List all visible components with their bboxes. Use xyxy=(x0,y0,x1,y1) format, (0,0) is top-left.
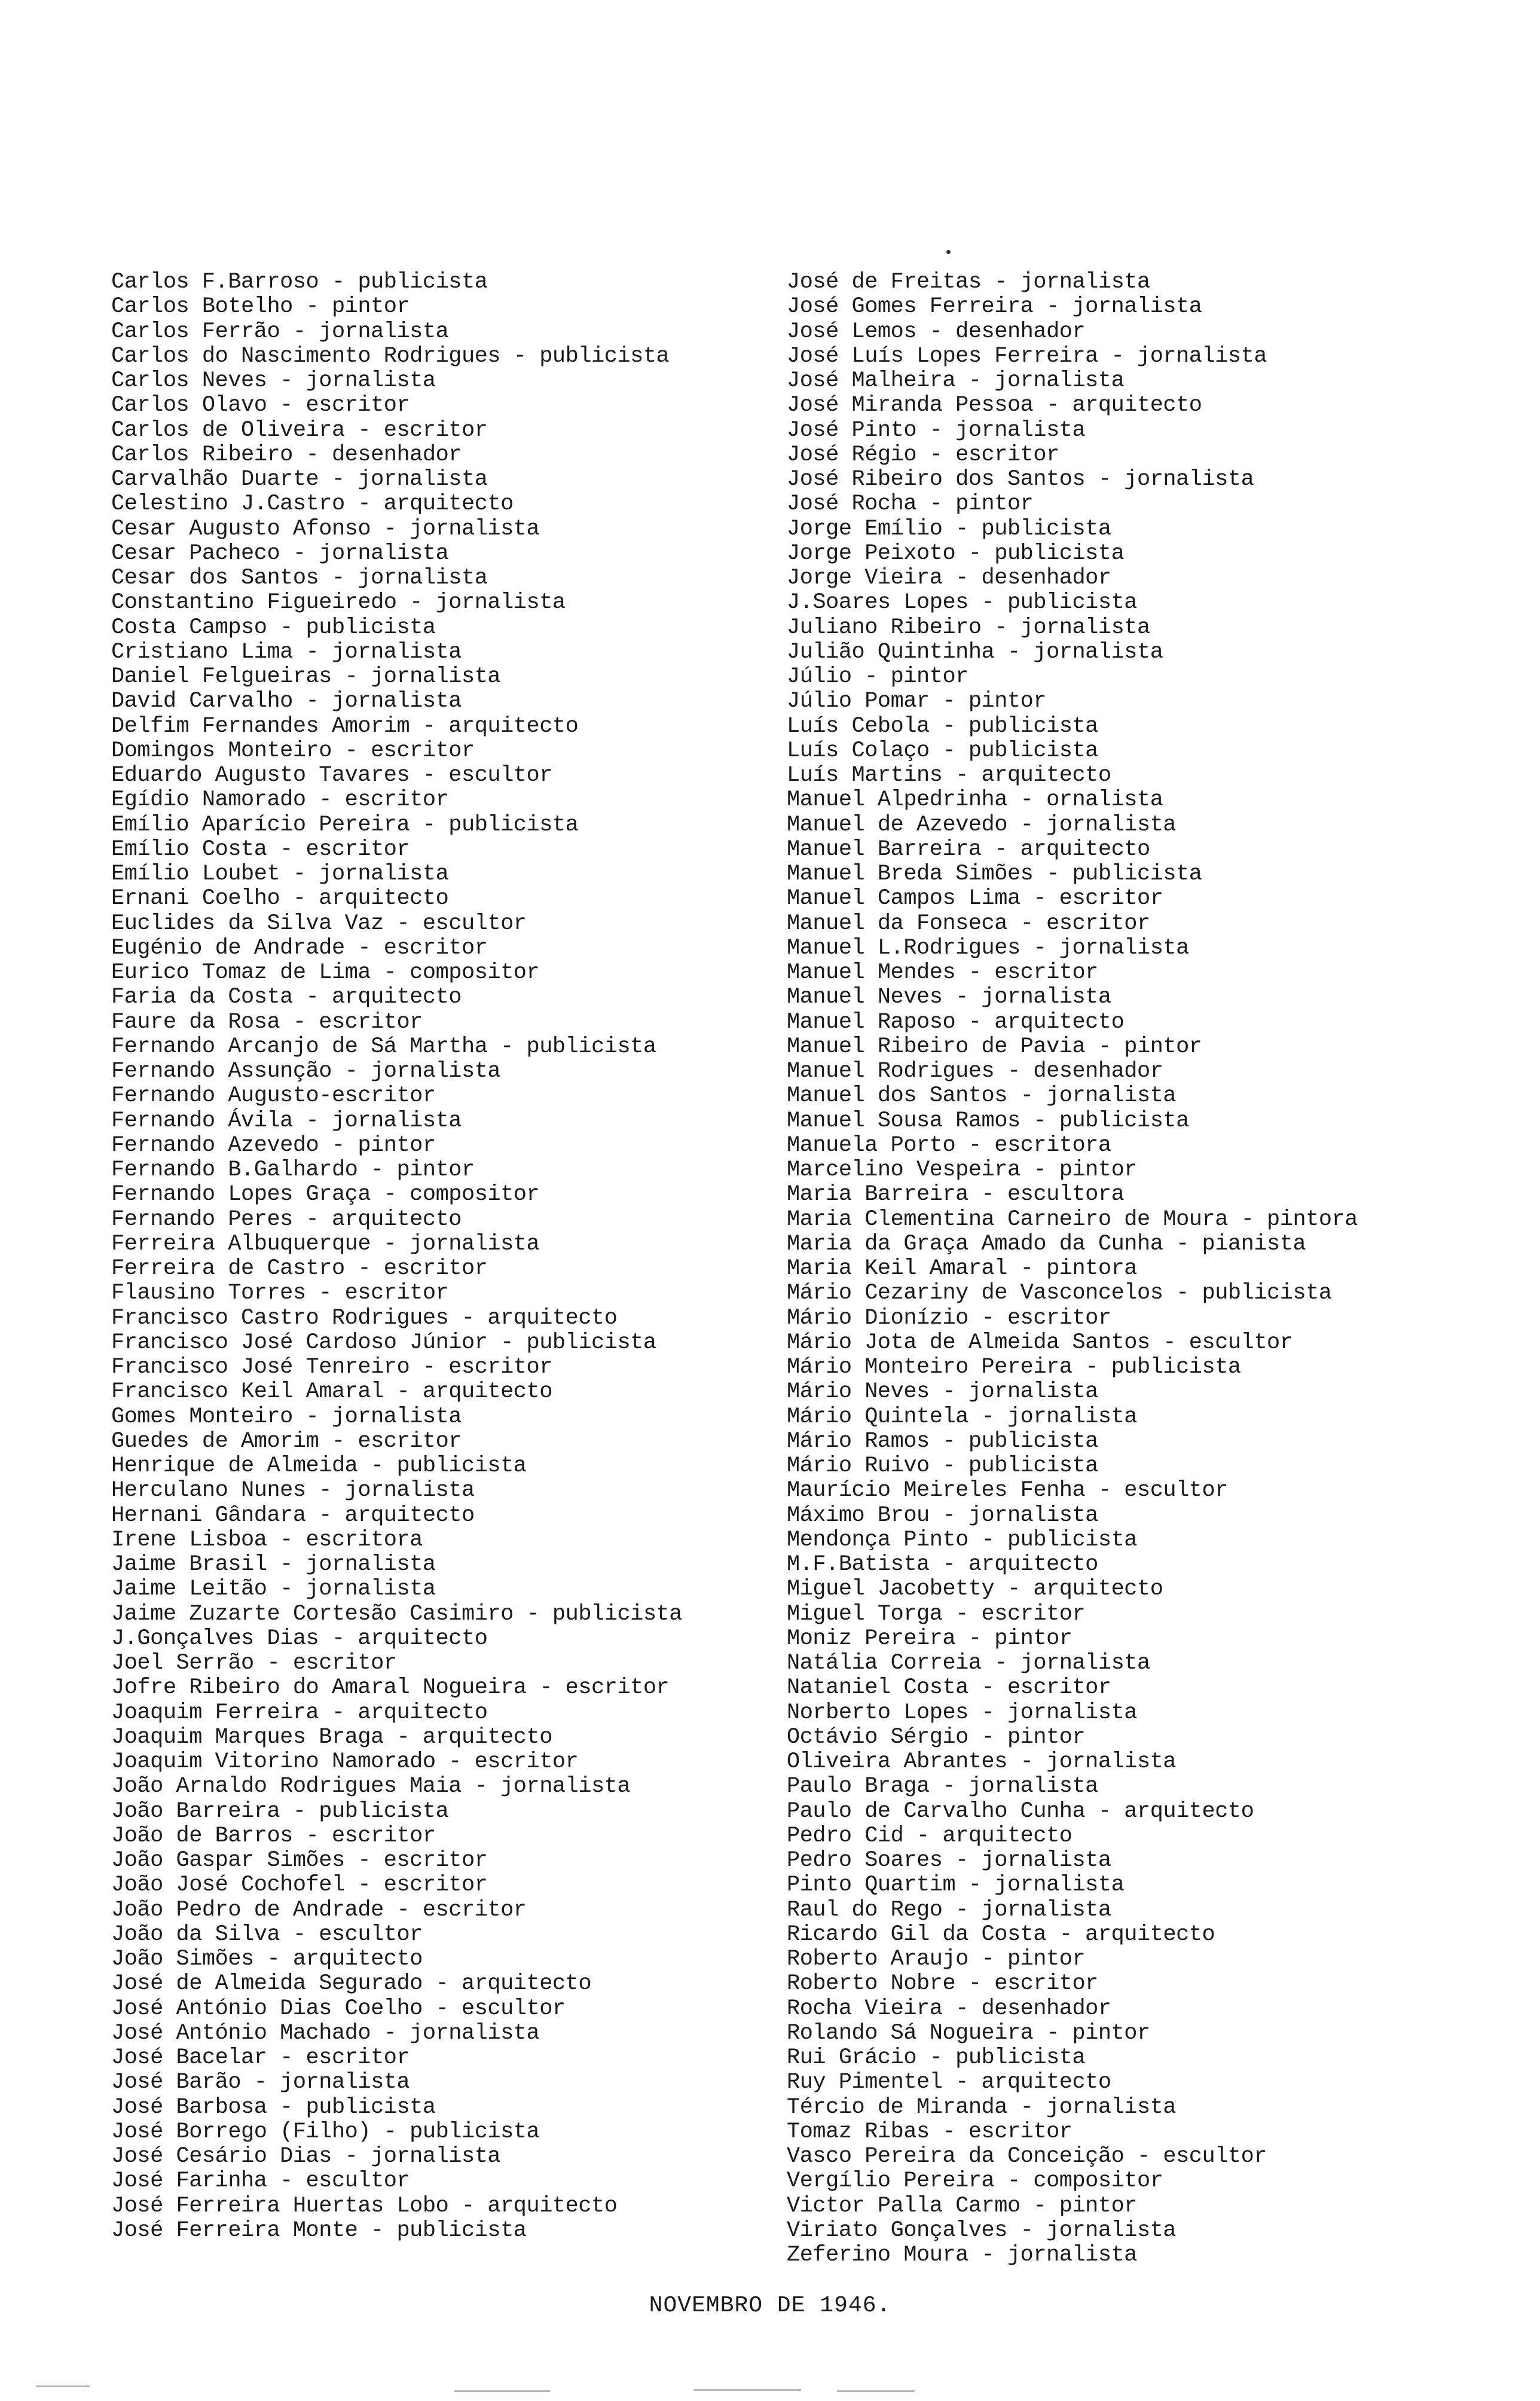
signatory-entry: Roberto Nobre - escritor xyxy=(787,1971,1098,1997)
signatory-entry: Jaime Leitão - jornalista xyxy=(111,1577,436,1602)
signatory-entry: José Borrego (Filho) - publicista xyxy=(111,2119,540,2145)
signatory-entry: José Barbosa - publicista xyxy=(111,2094,436,2120)
signatory-entry: José Farinha - escultor xyxy=(111,2168,410,2194)
signatory-entry: Miguel Torga - escritor xyxy=(787,1601,1086,1627)
signatory-entry: José Régio - escritor xyxy=(787,442,1059,468)
signatory-entry: João José Cochofel - escritor xyxy=(111,1872,488,1898)
signatory-entry: Manuel Neves - jornalista xyxy=(787,985,1111,1010)
signatory-entry: Pinto Quartim - jornalista xyxy=(787,1872,1125,1898)
signatory-entry: José Gomes Ferreira - jornalista xyxy=(787,294,1202,320)
signatory-entry: Paulo de Carvalho Cunha - arquitecto xyxy=(787,1798,1254,1824)
signatory-entry: Carlos Ribeiro - desenhador xyxy=(111,442,462,468)
signatory-entry: Manuel Barreira - arquitecto xyxy=(787,836,1150,862)
signatory-entry: João de Barros - escritor xyxy=(111,1823,436,1849)
signatory-entry: José Barão - jornalista xyxy=(111,2070,410,2095)
signatory-entry: David Carvalho - jornalista xyxy=(111,689,462,714)
signatory-entry: Júlio - pintor xyxy=(787,664,968,689)
signatory-entry: Carlos do Nascimento Rodrigues - publicista xyxy=(111,343,670,369)
signatory-entry: Manuel Breda Simões - publicista xyxy=(787,862,1202,887)
signatory-entry: Luís Cebola - publicista xyxy=(787,713,1098,739)
signatory-entry: Joaquim Ferreira - arquitecto xyxy=(111,1700,488,1725)
signatory-entry: Manuel da Fonseca - escritor xyxy=(787,911,1150,936)
signatory-entry: Natália Correia - jornalista xyxy=(787,1651,1150,1676)
signatory-entry: Tomaz Ribas - escritor xyxy=(787,2119,1072,2145)
signatory-entry: Manuel Ribeiro de Pavia - pintor xyxy=(787,1034,1202,1059)
signatory-entry: Jofre Ribeiro do Amaral Nogueira - escritor xyxy=(111,1675,670,1701)
signatory-entry: Manuel de Azevedo - jornalista xyxy=(787,812,1177,838)
signatory-entry: Roberto Araujo - pintor xyxy=(787,1947,1086,1972)
signatory-entry: Vasco Pereira da Conceição - escultor xyxy=(787,2144,1267,2169)
signatory-entry: Paulo Braga - jornalista xyxy=(787,1774,1098,1800)
signatory-entry: Hernani Gândara - arquitecto xyxy=(111,1502,475,1528)
signatory-entry: Jaime Brasil - jornalista xyxy=(111,1552,436,1577)
signatory-entry: Faria da Costa - arquitecto xyxy=(111,985,462,1010)
signatory-entry: Jorge Vieira - desenhador xyxy=(787,566,1111,591)
signatory-entry: Miguel Jacobetty - arquitecto xyxy=(787,1577,1163,1602)
signatory-entry: Cesar Augusto Afonso - jornalista xyxy=(111,516,540,542)
signatory-entry: Carlos de Oliveira - escritor xyxy=(111,417,488,443)
signatory-entry: Carlos Botelho - pintor xyxy=(111,294,410,320)
signatory-entry: Maria Clementina Carneiro de Moura - pintora xyxy=(787,1206,1358,1232)
signatory-entry: Jorge Emílio - publicista xyxy=(787,516,1111,542)
signatory-entry: José António Machado - jornalista xyxy=(111,2020,540,2046)
signatory-entry: Marcelino Vespeira - pintor xyxy=(787,1157,1137,1183)
signatory-entry: Ferreira de Castro - escritor xyxy=(111,1256,488,1281)
signatory-entry: Carlos Olavo - escritor xyxy=(111,393,410,419)
signatory-entry: José Cesário Dias - jornalista xyxy=(111,2144,501,2169)
signatory-entry: José Rocha - pintor xyxy=(787,491,1034,517)
scan-smudge xyxy=(837,2390,915,2392)
signatory-entry: Ricardo Gil da Costa - arquitecto xyxy=(787,1922,1215,1947)
signatory-entry: Carlos Ferrão - jornalista xyxy=(111,319,449,344)
signatory-entry: Joaquim Marques Braga - arquitecto xyxy=(111,1724,552,1750)
signatory-entry: Mário Monteiro Pereira - publicista xyxy=(787,1355,1241,1380)
signatory-entry: Faure da Rosa - escritor xyxy=(111,1009,423,1035)
signatory-entry: Mendonça Pinto - publicista xyxy=(787,1527,1137,1553)
signatory-entry: Mário Cezariny de Vasconcelos - publicista xyxy=(787,1281,1332,1306)
signatory-entry: Eduardo Augusto Tavares - escultor xyxy=(111,763,552,788)
signatory-entry: Eugénio de Andrade - escritor xyxy=(111,935,488,961)
signatory-entry: Emílio Costa - escritor xyxy=(111,836,410,862)
signatory-entry: Ernani Coelho - arquitecto xyxy=(111,886,449,912)
signatory-entry: Mário Ramos - publicista xyxy=(787,1428,1098,1454)
signatory-entry: Manuel Mendes - escritor xyxy=(787,960,1098,985)
signatory-entry: Fernando Lopes Graça - compositor xyxy=(111,1182,540,1208)
scan-smudge xyxy=(454,2390,550,2392)
document-date: NOVEMBRO DE 1946. xyxy=(649,2293,891,2318)
signatory-entry: Fernando B.Galhardo - pintor xyxy=(111,1157,475,1183)
signatory-entry: Fernando Azevedo - pintor xyxy=(111,1132,436,1158)
signatory-entry: João Arnaldo Rodrigues Maia - jornalista xyxy=(111,1774,631,1800)
signatory-entry: Manuel Raposo - arquitecto xyxy=(787,1009,1125,1035)
signatory-entry: Fernando Augusto-escritor xyxy=(111,1083,436,1109)
signatory-entry: Mário Ruivo - publicista xyxy=(787,1453,1098,1479)
signatory-entry: Costa Campso - publicista xyxy=(111,615,436,640)
signatory-entry: Emílio Aparício Pereira - publicista xyxy=(111,812,579,838)
signatory-entry: Maurício Meireles Fenha - escultor xyxy=(787,1478,1228,1504)
signatory-entry: Manuel Sousa Ramos - publicista xyxy=(787,1108,1189,1134)
signatory-entry: Gomes Monteiro - jornalista xyxy=(111,1404,462,1429)
signatory-entry: Carlos Neves - jornalista xyxy=(111,368,436,393)
signatory-entry: José Ribeiro dos Santos - jornalista xyxy=(787,467,1254,492)
signatory-entry: Mário Dionízio - escritor xyxy=(787,1305,1111,1331)
signatory-entry: João Barreira - publicista xyxy=(111,1798,449,1824)
signatory-entry: Tércio de Miranda - jornalista xyxy=(787,2094,1177,2120)
signatory-entry: Mário Jota de Almeida Santos - escultor xyxy=(787,1330,1293,1355)
signatory-entry: Carvalhão Duarte - jornalista xyxy=(111,467,488,492)
signatory-entry: Nataniel Costa - escritor xyxy=(787,1675,1111,1701)
signatory-entry: Manuela Porto - escritora xyxy=(787,1132,1111,1158)
signatory-entry: Francisco José Cardoso Júnior - publicista xyxy=(111,1330,656,1355)
signatory-entry: Victor Palla Carmo - pintor xyxy=(787,2193,1137,2219)
signatory-entry: Mário Neves - jornalista xyxy=(787,1379,1098,1405)
signatory-entry: Egídio Namorado - escritor xyxy=(111,787,449,813)
signatory-entry: Manuel Rodrigues - desenhador xyxy=(787,1059,1163,1084)
signatory-entry: Francisco Castro Rodrigues - arquitecto xyxy=(111,1305,618,1331)
signatory-entry: Ferreira Albuquerque - jornalista xyxy=(111,1231,540,1257)
signatory-entry: Joel Serrão - escritor xyxy=(111,1651,397,1676)
signatory-entry: Luís Colaço - publicista xyxy=(787,738,1098,763)
signatory-entry: Guedes de Amorim - escritor xyxy=(111,1428,462,1454)
signatory-entry: Irene Lisboa - escritora xyxy=(111,1527,423,1553)
signatory-entry: Máximo Brou - jornalista xyxy=(787,1502,1098,1528)
signatory-entry: José de Freitas - jornalista xyxy=(787,270,1150,295)
signatory-entry: Jorge Peixoto - publicista xyxy=(787,540,1125,566)
signatory-entry: Celestino J.Castro - arquitecto xyxy=(111,491,514,517)
signatory-entry: Manuel L.Rodrigues - jornalista xyxy=(787,935,1189,961)
signatory-entry: Viriato Gonçalves - jornalista xyxy=(787,2217,1177,2243)
signatory-entry: José António Dias Coelho - escultor xyxy=(111,1996,566,2021)
signatory-entry: Cesar dos Santos - jornalista xyxy=(111,566,488,591)
signatory-entry: Julião Quintinha - jornalista xyxy=(787,639,1163,665)
signatory-entry: Norberto Lopes - jornalista xyxy=(787,1700,1137,1725)
signatory-entry: Ruy Pimentel - arquitecto xyxy=(787,2070,1111,2095)
signatory-entry: Manuel Alpedrinha - ornalista xyxy=(787,787,1163,813)
signatory-entry: M.F.Batista - arquitecto xyxy=(787,1552,1098,1577)
signatory-entry: Fernando Ávila - jornalista xyxy=(111,1108,462,1134)
signatory-entry: Eurico Tomaz de Lima - compositor xyxy=(111,960,540,985)
signatory-entry: Zeferino Moura - jornalista xyxy=(787,2243,1137,2268)
scan-smudge xyxy=(36,2385,90,2387)
signatory-entry: José Ferreira Huertas Lobo - arquitecto xyxy=(111,2193,618,2219)
signatory-entry: João da Silva - escultor xyxy=(111,1922,423,1947)
signatory-entry: Rolando Sá Nogueira - pintor xyxy=(787,2020,1150,2046)
signatory-entry: Fernando Peres - arquitecto xyxy=(111,1206,462,1232)
signatory-entry: Manuel dos Santos - jornalista xyxy=(787,1083,1177,1109)
signatory-entry: João Simões - arquitecto xyxy=(111,1947,423,1972)
signatory-entry: Pedro Soares - jornalista xyxy=(787,1848,1111,1873)
signatory-entry: Herculano Nunes - jornalista xyxy=(111,1478,475,1504)
signatory-entry: Carlos F.Barroso - publicista xyxy=(111,270,488,295)
signatory-list-right xyxy=(787,270,1522,2268)
signatory-entry: Daniel Felgueiras - jornalista xyxy=(111,664,501,689)
signatory-entry: José Lemos - desenhador xyxy=(787,319,1086,344)
signatory-entry: Cristiano Lima - jornalista xyxy=(111,639,462,665)
signatory-entry: João Pedro de Andrade - escritor xyxy=(111,1897,527,1923)
signatory-entry: Maria Barreira - escultora xyxy=(787,1182,1125,1208)
signatory-entry: Domingos Monteiro - escritor xyxy=(111,738,475,763)
signatory-entry: Raul do Rego - jornalista xyxy=(787,1897,1111,1923)
signatory-entry: Juliano Ribeiro - jornalista xyxy=(787,615,1150,640)
signatory-entry: Mário Quintela - jornalista xyxy=(787,1404,1137,1429)
signatory-entry: Rui Grácio - publicista xyxy=(787,2045,1086,2070)
signatory-entry: Delfim Fernandes Amorim - arquitecto xyxy=(111,713,579,739)
signatory-entry: José Luís Lopes Ferreira - jornalista xyxy=(787,343,1267,369)
signatory-list-left xyxy=(111,270,769,2243)
signatory-entry: Cesar Pacheco - jornalista xyxy=(111,540,449,566)
signatory-entry: José Pinto - jornalista xyxy=(787,417,1086,443)
signatory-entry: José Bacelar - escritor xyxy=(111,2045,410,2070)
scan-smudge xyxy=(693,2389,801,2391)
signatory-entry: Joaquim Vitorino Namorado - escritor xyxy=(111,1749,579,1774)
signatory-entry: Júlio Pomar - pintor xyxy=(787,689,1047,714)
signatory-entry: J.Soares Lopes - publicista xyxy=(787,590,1137,616)
signatory-entry: Henrique de Almeida - publicista xyxy=(111,1453,527,1479)
signatory-entry: José Ferreira Monte - publicista xyxy=(111,2217,527,2243)
signatory-entry: Rocha Vieira - desenhador xyxy=(787,1996,1111,2021)
signatory-entry: Fernando Arcanjo de Sá Martha - publicista xyxy=(111,1034,656,1059)
signatory-entry: Francisco Keil Amaral - arquitecto xyxy=(111,1379,552,1405)
signatory-entry: Euclides da Silva Vaz - escultor xyxy=(111,911,527,936)
signatory-entry: José Malheira - jornalista xyxy=(787,368,1125,393)
signatory-entry: João Gaspar Simões - escritor xyxy=(111,1848,488,1873)
signatory-entry: Maria Keil Amaral - pintora xyxy=(787,1256,1137,1281)
signatory-entry: José Miranda Pessoa - arquitecto xyxy=(787,393,1202,419)
signatory-entry: Constantino Figueiredo - jornalista xyxy=(111,590,566,616)
signatory-entry: Flausino Torres - escritor xyxy=(111,1281,449,1306)
signatory-entry: Octávio Sérgio - pintor xyxy=(787,1724,1086,1750)
signatory-entry: Maria da Graça Amado da Cunha - pianista xyxy=(787,1231,1306,1257)
ink-dot xyxy=(946,250,951,254)
signatory-entry: Pedro Cid - arquitecto xyxy=(787,1823,1072,1849)
signatory-entry: Oliveira Abrantes - jornalista xyxy=(787,1749,1177,1774)
signatory-entry: Vergílio Pereira - compositor xyxy=(787,2168,1163,2194)
signatory-entry: Jaime Zuzarte Cortesão Casimiro - publicista xyxy=(111,1601,682,1627)
signatory-entry: José de Almeida Segurado - arquitecto xyxy=(111,1971,592,1997)
signatory-entry: Francisco José Tenreiro - escritor xyxy=(111,1355,552,1380)
signatory-entry: Fernando Assunção - jornalista xyxy=(111,1059,501,1084)
signatory-entry: J.Gonçalves Dias - arquitecto xyxy=(111,1626,488,1651)
signatory-entry: Emílio Loubet - jornalista xyxy=(111,862,449,887)
signatory-entry: Moniz Pereira - pintor xyxy=(787,1626,1072,1651)
signatory-entry: Manuel Campos Lima - escritor xyxy=(787,886,1163,912)
signatory-entry: Luís Martins - arquitecto xyxy=(787,763,1111,788)
